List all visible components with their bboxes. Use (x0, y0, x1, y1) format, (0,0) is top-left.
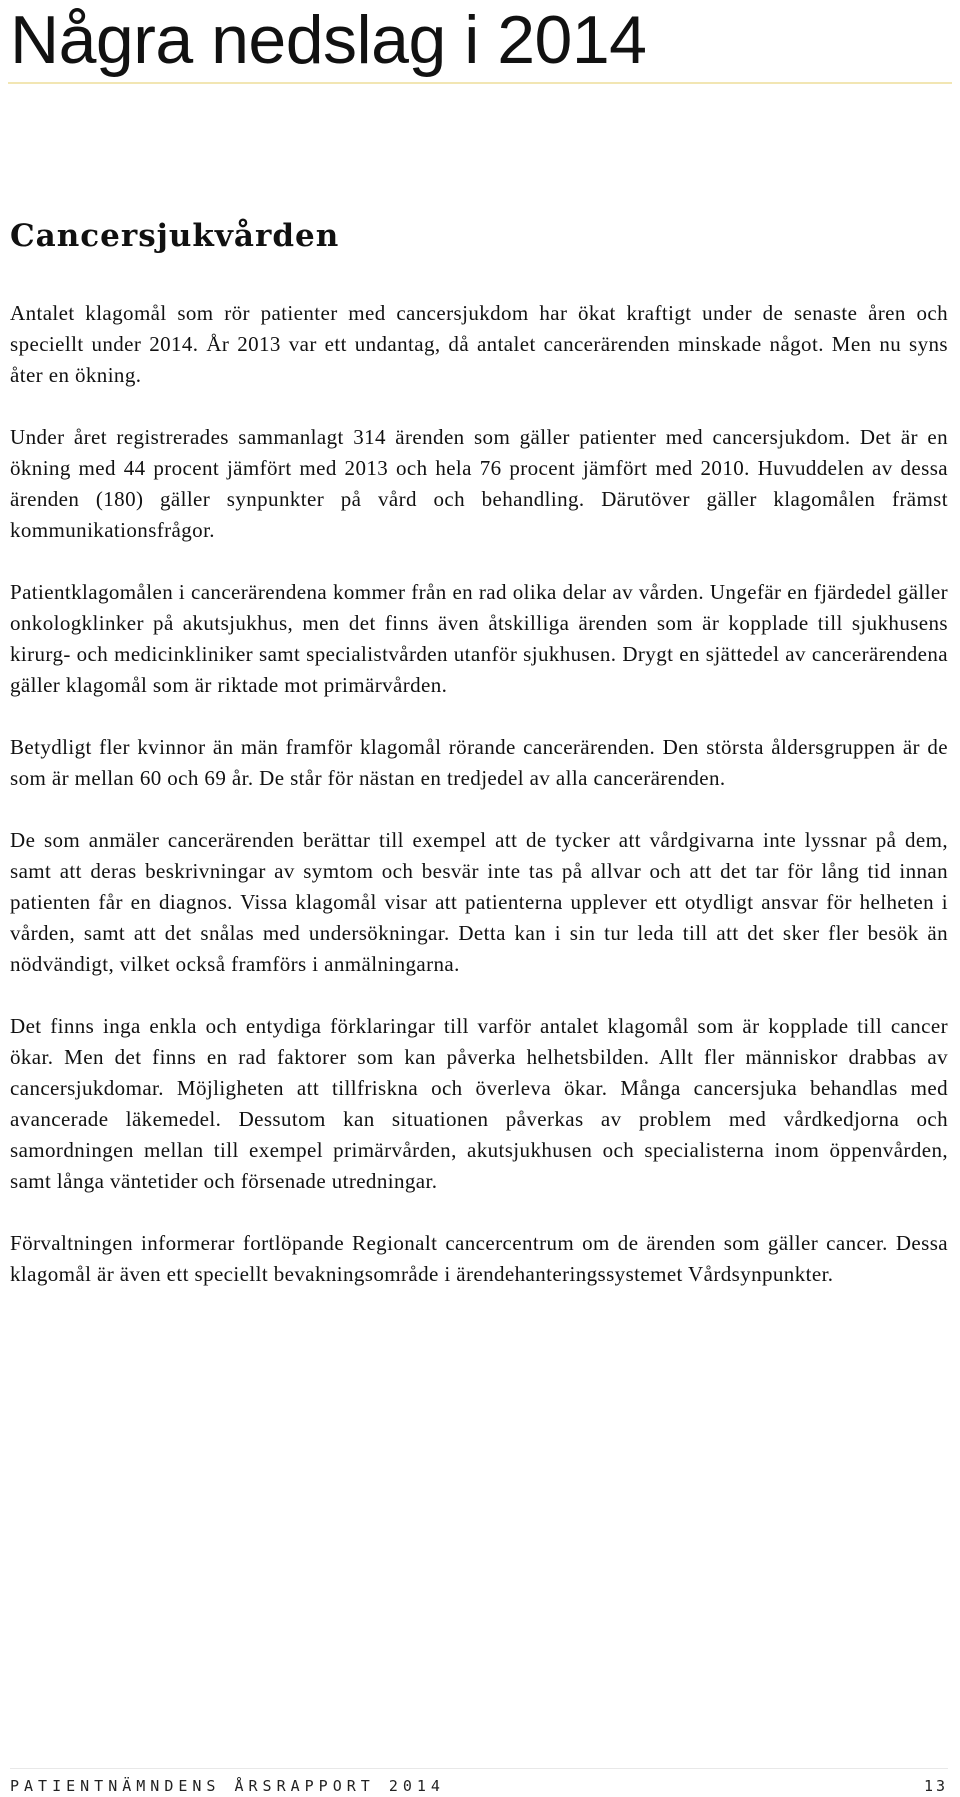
footer-page-number: 13 (923, 1777, 948, 1795)
section-heading: Cancersjukvården (10, 218, 340, 254)
article-body (10, 298, 948, 1321)
paragraph-4: Betydligt fler kvinnor än män framför klagomål rörande cancerärenden. Den största åldersgruppen är de som är mellan 60 och 69 år. De står för nästan en tredjedel av alla cancerärenden. (10, 735, 948, 790)
title-divider (8, 82, 952, 84)
paragraph-1: Antalet klagomål som rör patienter med cancersjukdom har ökat kraftigt under de senaste åren och speciellt under 2014. År 2013 var ett undantag, då antalet cancerärenden minskade något. Men nu syns åter en ökning. (10, 301, 948, 387)
paragraph-2: Under året registrerades sammanlagt 314 ärenden som gäller patienter med cancersjukdom. Det är en ökning med 44 procent jämfört med 2013 och hela 76 procent jämfört med 2010. Huvuddelen av dessa ärenden (180) gäller synpunkter på vård och behandling. Därutöver gäller klagomålen främst kommunikationsfrågor. (10, 425, 948, 542)
paragraph-7: Förvaltningen informerar fortlöpande Regionalt cancercentrum om de ärenden som gäller cancer. Dessa klagomål är även ett speciellt bevakningsområde i ärendehanteringssystemet Vårdsynpunkter. (10, 1231, 948, 1286)
paragraph-5: De som anmäler cancerärenden berättar till exempel att de tycker att vårdgivarna inte lyssnar på dem, samt att deras beskrivningar av symtom och besvär inte tas på allvar och att det tar för lång tid innan patienten får en diagnos. Vissa klagomål visar att patienterna upplever ett otydligt ansvar för helheten i vården, samt att det snålas med undersökningar. Detta kan i sin tur leda till att det sker fler besök än nödvändigt, vilket också framförs i anmälningarna. (10, 828, 948, 976)
page-title: Några nedslag i 2014 (10, 2, 647, 78)
paragraph-3: Patientklagomålen i cancerärendena kommer från en rad olika delar av vården. Ungefär en fjärdedel gäller onkologklinker på akutsjukhus, men det finns även åtskilliga ärenden som är kopplade till sjukhusens kirurg- och medicinkliniker samt specialistvården utanför sjukhusen. Drygt en sjättedel av cancerärendena gäller klagomål som är riktade mot primärvården. (10, 580, 948, 697)
paragraph-6: Det finns inga enkla och entydiga förklaringar till varför antalet klagomål som är kopplade till cancer ökar. Men det finns en rad faktorer som kan påverka helhetsbilden. Allt fler människor drabbas av cancersjukdomar. Möjligheten att tillfriskna och överleva ökar. Många cancersjuka behandlas med avancerade läkemedel. Dessutom kan situationen påverkas av problem med vårdkedjorna och samordningen mellan till exempel primärvården, akutsjukhusen och specialisterna inom öppenvården, samt långa väntetider och försenade utredningar. (10, 1014, 948, 1193)
footer-publication: PATIENTNÄMNDENS ÅRSRAPPORT 2014 (10, 1777, 445, 1795)
page-footer (10, 1768, 948, 1795)
